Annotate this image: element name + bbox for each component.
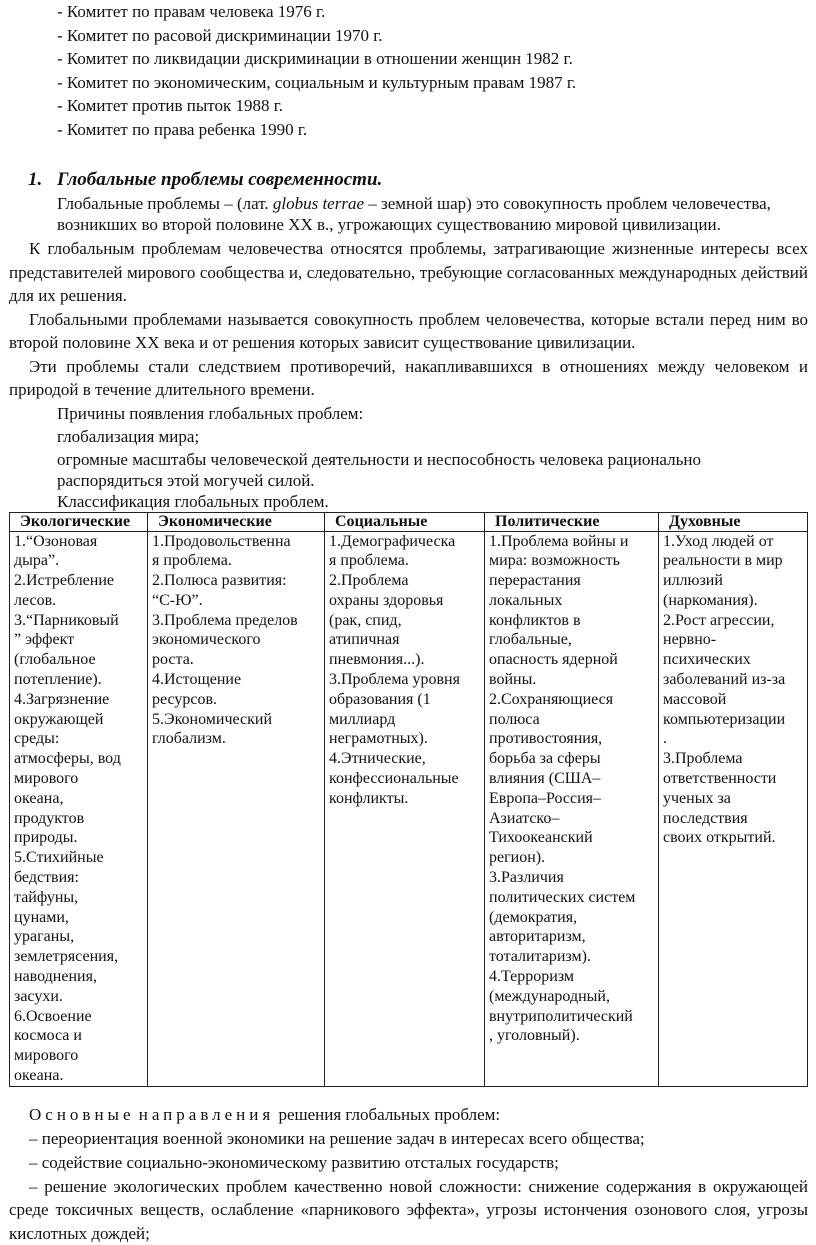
- table-cell-line: окружающей: [14, 710, 104, 728]
- table-cell-line: авторитаризм,: [489, 928, 586, 946]
- direction-item: – решение экологических проблем качественно новой сложности: снижение содержания в окружающей среде токсичных веществ, ослабление «парникового эффекта», угрозы истончения озонового слоя, угрозы кислотных дождей;: [9, 1176, 808, 1243]
- table-cell-line: (демократия,: [489, 908, 578, 926]
- table-cell-line: глобальные,: [489, 631, 572, 649]
- table-cell-line: засухи.: [14, 987, 63, 1005]
- table-cell-line: (рак, спид,: [329, 611, 402, 629]
- table-cell-line: 2.Проблема: [329, 572, 409, 590]
- directions-rest: решения глобальных проблем:: [274, 1104, 501, 1124]
- table-cell-ecological: [10, 531, 148, 1086]
- table-cell-line: последствия: [663, 809, 748, 827]
- table-cell-line: космоса и: [14, 1027, 82, 1045]
- table-cell-line: локальных: [489, 591, 563, 609]
- table-cell-line: образования (1: [329, 690, 431, 708]
- causes-title: Причины появления глобальных проблем:: [57, 403, 364, 423]
- table-cell-line: я проблема.: [152, 552, 232, 570]
- cause-item: огромные масштабы человеческой деятельности и неспособность человека рационально распорядиться этой могучей силой.: [57, 449, 701, 490]
- table-header-cell: Политические: [485, 512, 659, 531]
- table-cell-line: 2.Сохраняющиеся: [489, 690, 614, 708]
- table-cell-social: [325, 531, 485, 1086]
- table-cell-line: ресурсов.: [152, 690, 218, 708]
- table-cell-line: конфессиональные: [329, 770, 459, 788]
- table-cell-line: атипичная: [329, 631, 400, 649]
- table-cell-line: нервно-: [663, 631, 717, 649]
- table-cell-line: , уголовный).: [489, 1027, 580, 1045]
- table-cell-line: внутриполитический: [489, 1007, 633, 1025]
- table-cell-line: экономического: [152, 631, 261, 649]
- definition-latin: globus terrae: [272, 194, 365, 213]
- table-cell-line: полюса: [489, 710, 540, 728]
- table-cell-line: 2.Рост агрессии,: [663, 611, 775, 629]
- table-cell-line: мирового: [14, 1047, 79, 1065]
- committee-item: - Комитет по экономическим, социальным и культурным правам 1987 г.: [57, 72, 577, 92]
- table-cell-line: 4.Терроризм: [489, 968, 575, 986]
- table-cell-line: реальности в мир: [663, 552, 783, 570]
- table-header-cell: Экологические: [10, 512, 148, 531]
- direction-item: – содействие социально-экономическому развитию отсталых государств;: [29, 1152, 559, 1172]
- definition-paragraph: [9, 193, 808, 235]
- table-cell-line: опасность ядерной: [489, 651, 618, 669]
- table-cell-line: я проблема.: [329, 552, 409, 570]
- table-cell-line: 1.Продовольственна: [152, 532, 291, 550]
- table-cell-line: Тихоокеанский: [489, 829, 593, 847]
- table-cell-line: 2.Полюса развития:: [152, 572, 287, 590]
- directions-title: [9, 1103, 808, 1127]
- table-cell-line: 1.Демографическа: [329, 532, 456, 550]
- table-cell-line: конфликты.: [329, 789, 409, 807]
- table-cell-line: “С-Ю”.: [152, 591, 203, 609]
- table-cell-line: ученых за: [663, 789, 731, 807]
- table-cell-line: дыра”.: [14, 552, 60, 570]
- table-cell-line: потепление).: [14, 671, 102, 689]
- table-cell-line: политических систем: [489, 888, 636, 906]
- table-cell-line: регион).: [489, 849, 546, 867]
- table-cell-line: пневмония...).: [329, 651, 425, 669]
- direction-item: – переориентация военной экономики на решение задач в интересах всего общества;: [29, 1128, 645, 1148]
- table-cell-line: перерастания: [489, 572, 581, 590]
- directions-block: [9, 1103, 808, 1245]
- table-cell-line: продуктов: [14, 809, 85, 827]
- table-row: [10, 531, 808, 1086]
- definition-part2: – земной шар) это совокупность проблем человечества, возникших во второй половине XX в., угрожающих существованию мировой цивилизации.: [57, 194, 771, 234]
- table-cell-line: 4.Загрязнение: [14, 690, 110, 708]
- table-cell-line: землетрясения,: [14, 948, 119, 966]
- table-cell-line: заболеваний из-за: [663, 671, 786, 689]
- table-cell-line: 6.Освоение: [14, 1007, 92, 1025]
- paragraph: Эти проблемы стали следствием противоречий, накапливавшихся в отношениях между человеком и природой в течение длительного времени.: [9, 356, 808, 399]
- cause-item: глобализация мира;: [57, 427, 200, 446]
- table-cell-line: 3.Проблема уровня: [329, 671, 460, 689]
- table-cell-line: океана,: [14, 789, 64, 807]
- heading-title: Глобальные проблемы современности.: [57, 169, 383, 190]
- table-cell-line: 4.Истощение: [152, 671, 242, 689]
- table-header-row: [10, 512, 808, 531]
- table-cell-line: противостояния,: [489, 730, 603, 748]
- table-cell-line: иллюзий: [663, 572, 723, 590]
- table-cell-line: атмосферы, вод: [14, 750, 121, 768]
- classification-title: Классификация глобальных проблем.: [57, 491, 329, 511]
- table-cell-line: борьба за сферы: [489, 750, 601, 768]
- table-cell-line: 2.Истребление: [14, 572, 114, 590]
- classification-table: [9, 512, 808, 1087]
- table-cell-line: роста.: [152, 651, 194, 669]
- table-cell-line: (международный,: [489, 987, 610, 1005]
- table-cell-spiritual: [659, 531, 808, 1086]
- table-cell-line: 1.“Озоновая: [14, 532, 98, 550]
- table-cell-line: 5.Экономический: [152, 710, 273, 728]
- table-cell-line: Азиатско–: [489, 809, 560, 827]
- table-cell-line: ответственности: [663, 770, 777, 788]
- table-cell-line: среды:: [14, 730, 60, 748]
- table-cell-line: миллиард: [329, 710, 396, 728]
- table-cell-line: 3.Различия: [489, 869, 564, 887]
- table-cell-line: ураганы,: [14, 928, 75, 946]
- committee-item: - Комитет против пыток 1988 г.: [57, 96, 284, 115]
- table-cell-line: мирового: [14, 770, 79, 788]
- table-cell-line: ” эффект: [14, 631, 75, 649]
- table-cell-line: конфликтов в: [489, 611, 581, 629]
- table-cell-line: тоталитаризм).: [489, 948, 591, 966]
- table-cell-line: 3.Проблема: [663, 750, 743, 768]
- table-cell-line: наводнения,: [14, 968, 97, 986]
- paragraph: Глобальными проблемами называется совокупность проблем человечества, которые встали перед ним во второй половине XX века и от решения которых зависит существование цивилизации.: [9, 309, 808, 352]
- table-cell-line: цунами,: [14, 908, 69, 926]
- table-cell-economic: [148, 531, 325, 1086]
- table-cell-line: глобализм.: [152, 730, 226, 748]
- table-cell-line: мира: возможность: [489, 552, 620, 570]
- paragraph: К глобальным проблемам человечества относятся проблемы, затрагивающие жизненные интересы всех представителей мирового сообщества и, следовательно, требующие согласованных международных действий для их решения.: [9, 239, 808, 305]
- table-cell-line: своих открытий.: [663, 829, 776, 847]
- section-heading: [28, 169, 808, 191]
- committee-item: - Комитет по ликвидации дискриминации в отношении женщин 1982 г.: [57, 49, 573, 68]
- table-cell-line: тайфуны,: [14, 888, 79, 906]
- table-cell-line: 1.Проблема войны и: [489, 532, 629, 550]
- table-header-cell: Экономические: [148, 512, 325, 531]
- table-cell-line: компьютеризации: [663, 710, 786, 728]
- table-header-cell: Духовные: [659, 512, 808, 531]
- committee-item: - Комитет по расовой дискриминации 1970 г.: [57, 25, 383, 45]
- table-cell-line: влияния (США–: [489, 770, 601, 788]
- table-cell-line: лесов.: [14, 591, 57, 609]
- table-cell-line: природы.: [14, 829, 78, 847]
- table-cell-line: 3.Проблема пределов: [152, 611, 298, 629]
- table-cell-line: 4.Этнические,: [329, 750, 426, 768]
- table-cell-line: океана.: [14, 1067, 64, 1085]
- committees-list: [9, 2, 808, 143]
- table-cell-line: войны.: [489, 671, 537, 689]
- heading-number: 1.: [28, 169, 43, 190]
- table-cell-line: неграмотных).: [329, 730, 428, 748]
- committee-item: - Комитет по правам человека 1976 г.: [57, 2, 326, 21]
- table-cell-line: 5.Стихийные: [14, 849, 104, 867]
- table-header-cell: Социальные: [325, 512, 485, 531]
- table-cell-line: (наркомания).: [663, 591, 758, 609]
- table-cell-line: психических: [663, 651, 751, 669]
- table-cell-line: 1.Уход людей от: [663, 532, 774, 550]
- directions-spaced-word: направления: [138, 1104, 275, 1124]
- table-cell-political: [485, 531, 659, 1086]
- table-cell-line: охраны здоровья: [329, 591, 444, 609]
- committee-item: - Комитет по права ребенка 1990 г.: [57, 119, 308, 139]
- table-cell-line: Европа–Россия–: [489, 789, 602, 807]
- table-cell-line: 3.“Парниковый: [14, 611, 119, 629]
- table-cell-line: массовой: [663, 690, 727, 708]
- table-cell-line: бедствия:: [14, 869, 79, 887]
- directions-spaced-word: Основные: [29, 1104, 135, 1124]
- table-cell-line: (глобальное: [14, 651, 96, 669]
- definition-part1: Глобальные проблемы – (лат.: [57, 194, 273, 213]
- table-cell-line: .: [663, 730, 667, 748]
